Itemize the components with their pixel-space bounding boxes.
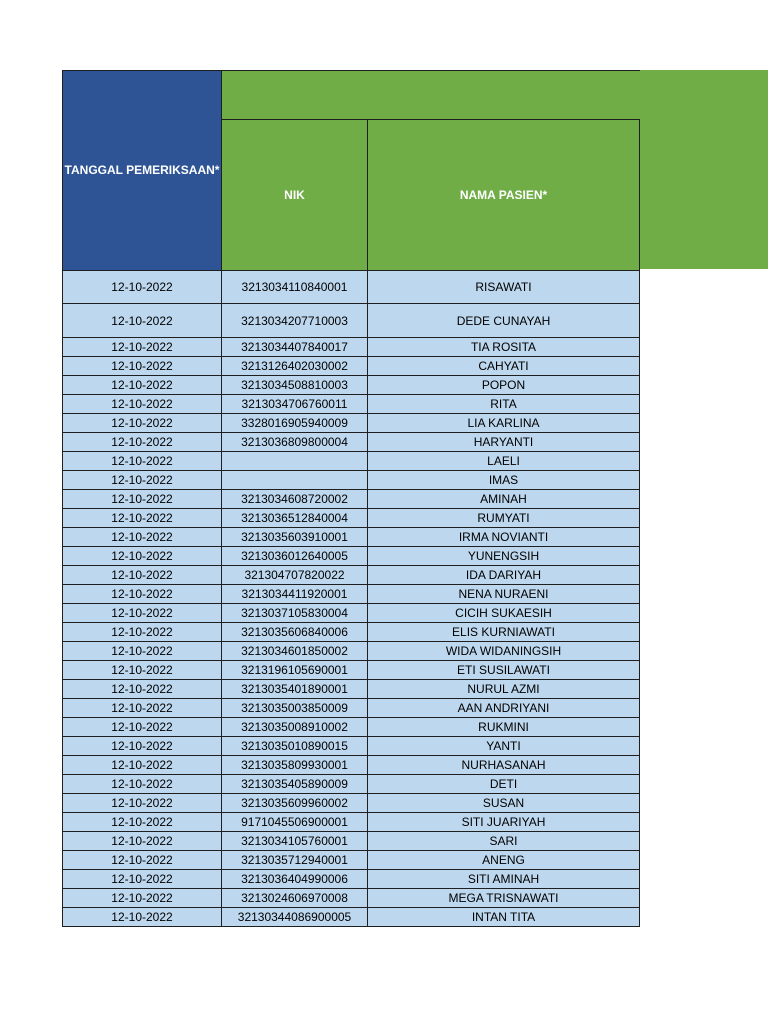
cell-date: 12-10-2022 xyxy=(63,338,222,357)
cell-name: YANTI xyxy=(368,737,640,756)
table-row xyxy=(63,699,640,718)
cell-date: 12-10-2022 xyxy=(63,304,222,338)
cell-nik: 3213034508810003 xyxy=(222,376,368,395)
cell-nik: 3213036809800004 xyxy=(222,433,368,452)
cell-name: ETI SUSILAWATI xyxy=(368,661,640,680)
table-row xyxy=(63,509,640,528)
cell-name: RUKMINI xyxy=(368,718,640,737)
table-row xyxy=(63,566,640,585)
cell-date: 12-10-2022 xyxy=(63,889,222,908)
cell-name: CAHYATI xyxy=(368,357,640,376)
cell-date: 12-10-2022 xyxy=(63,490,222,509)
table-row xyxy=(63,471,640,490)
cell-name: SITI AMINAH xyxy=(368,870,640,889)
cell-nik: 3213126402030002 xyxy=(222,357,368,376)
cell-nik: 3213035809930001 xyxy=(222,756,368,775)
cell-name: NURUL AZMI xyxy=(368,680,640,699)
table-row xyxy=(63,433,640,452)
cell-name: TIA ROSITA xyxy=(368,338,640,357)
cell-nik xyxy=(222,471,368,490)
cell-name: CICIH SUKAESIH xyxy=(368,604,640,623)
cell-date: 12-10-2022 xyxy=(63,870,222,889)
table-row xyxy=(63,376,640,395)
cell-name: ELIS KURNIAWATI xyxy=(368,623,640,642)
cell-name: IDA DARIYAH xyxy=(368,566,640,585)
cell-nik: 3213034105760001 xyxy=(222,832,368,851)
cell-date: 12-10-2022 xyxy=(63,585,222,604)
table-row xyxy=(63,547,640,566)
cell-nik: 3213035008910002 xyxy=(222,718,368,737)
cell-nik: 3213034601850002 xyxy=(222,642,368,661)
cell-date: 12-10-2022 xyxy=(63,566,222,585)
table-row xyxy=(63,604,640,623)
cell-date: 12-10-2022 xyxy=(63,414,222,433)
cell-nik: 3213035003850009 xyxy=(222,699,368,718)
cell-date: 12-10-2022 xyxy=(63,775,222,794)
table-row xyxy=(63,908,640,927)
table-header xyxy=(63,71,640,271)
cell-nik: 3213196105690001 xyxy=(222,661,368,680)
cell-nik: 3213034706760011 xyxy=(222,395,368,414)
cell-date: 12-10-2022 xyxy=(63,851,222,870)
cell-name: RITA xyxy=(368,395,640,414)
cell-date: 12-10-2022 xyxy=(63,528,222,547)
table-row xyxy=(63,357,640,376)
cell-name: AMINAH xyxy=(368,490,640,509)
cell-name: AAN ANDRIYANI xyxy=(368,699,640,718)
table-row xyxy=(63,756,640,775)
table-row xyxy=(63,661,640,680)
cell-name: IMAS xyxy=(368,471,640,490)
table-row xyxy=(63,851,640,870)
table-row xyxy=(63,775,640,794)
cell-date: 12-10-2022 xyxy=(63,661,222,680)
table-row xyxy=(63,528,640,547)
cell-date: 12-10-2022 xyxy=(63,680,222,699)
table-row xyxy=(63,271,640,304)
cell-nik: 3328016905940009 xyxy=(222,414,368,433)
table-row xyxy=(63,718,640,737)
table-row xyxy=(63,642,640,661)
table-row xyxy=(63,338,640,357)
cell-date: 12-10-2022 xyxy=(63,794,222,813)
cell-nik: 32130344086900005 xyxy=(222,908,368,927)
cell-name: MEGA TRISNAWATI xyxy=(368,889,640,908)
cell-name: NURHASANAH xyxy=(368,756,640,775)
cell-date: 12-10-2022 xyxy=(63,395,222,414)
cell-date: 12-10-2022 xyxy=(63,718,222,737)
cell-date: 12-10-2022 xyxy=(63,547,222,566)
cell-nik: 3213036512840004 xyxy=(222,509,368,528)
cell-nik: 3213034207710003 xyxy=(222,304,368,338)
cell-name: YUNENGSIH xyxy=(368,547,640,566)
table-row xyxy=(63,490,640,509)
cell-name: SARI xyxy=(368,832,640,851)
table-row xyxy=(63,870,640,889)
cell-name: SUSAN xyxy=(368,794,640,813)
cell-name: LIA KARLINA xyxy=(368,414,640,433)
cell-nik: 3213035603910001 xyxy=(222,528,368,547)
cell-nik: 3213035010890015 xyxy=(222,737,368,756)
cell-nik: 3213034608720002 xyxy=(222,490,368,509)
cell-name: INTAN TITA xyxy=(368,908,640,927)
table-row xyxy=(63,414,640,433)
table-row xyxy=(63,832,640,851)
cell-name: HARYANTI xyxy=(368,433,640,452)
cell-nik: 9171045506900001 xyxy=(222,813,368,832)
cell-name: ANENG xyxy=(368,851,640,870)
cell-nik: 3213035405890009 xyxy=(222,775,368,794)
header-nama-pasien: NAMA PASIEN* xyxy=(368,120,640,271)
table-row xyxy=(63,680,640,699)
cell-nik: 3213034110840001 xyxy=(222,271,368,304)
cell-nik: 3213035712940001 xyxy=(222,851,368,870)
cell-date: 12-10-2022 xyxy=(63,271,222,304)
table-row xyxy=(63,585,640,604)
header-tanggal-pemeriksaan: TANGGAL PEMERIKSAAN* xyxy=(63,71,222,271)
cell-date: 12-10-2022 xyxy=(63,509,222,528)
cell-name: WIDA WIDANINGSIH xyxy=(368,642,640,661)
cell-nik: 3213034411920001 xyxy=(222,585,368,604)
table-row xyxy=(63,889,640,908)
table-row xyxy=(63,623,640,642)
table-row xyxy=(63,794,640,813)
patient-table xyxy=(62,70,640,927)
cell-date: 12-10-2022 xyxy=(63,376,222,395)
cell-date: 12-10-2022 xyxy=(63,471,222,490)
cell-date: 12-10-2022 xyxy=(63,357,222,376)
cell-nik: 3213035401890001 xyxy=(222,680,368,699)
cell-name: DETI xyxy=(368,775,640,794)
cell-nik: 3213035609960002 xyxy=(222,794,368,813)
table-body xyxy=(63,271,640,927)
table-row xyxy=(63,452,640,471)
cell-nik: 3213034407840017 xyxy=(222,338,368,357)
cell-date: 12-10-2022 xyxy=(63,832,222,851)
cell-name: LAELI xyxy=(368,452,640,471)
cell-name: RISAWATI xyxy=(368,271,640,304)
cell-name: IRMA NOVIANTI xyxy=(368,528,640,547)
cell-date: 12-10-2022 xyxy=(63,452,222,471)
header-group xyxy=(222,71,640,120)
cell-date: 12-10-2022 xyxy=(63,604,222,623)
cell-nik xyxy=(222,452,368,471)
cell-name: RUMYATI xyxy=(368,509,640,528)
cell-name: NENA NURAENI xyxy=(368,585,640,604)
cell-date: 12-10-2022 xyxy=(63,623,222,642)
table-row xyxy=(63,813,640,832)
cell-date: 12-10-2022 xyxy=(63,756,222,775)
cell-nik: 3213037105830004 xyxy=(222,604,368,623)
cell-nik: 3213035606840006 xyxy=(222,623,368,642)
cell-name: SITI JUARIYAH xyxy=(368,813,640,832)
cell-date: 12-10-2022 xyxy=(63,813,222,832)
cell-nik: 321304707820022 xyxy=(222,566,368,585)
cell-name: POPON xyxy=(368,376,640,395)
cell-date: 12-10-2022 xyxy=(63,699,222,718)
cell-date: 12-10-2022 xyxy=(63,433,222,452)
cell-nik: 3213036012640005 xyxy=(222,547,368,566)
cell-date: 12-10-2022 xyxy=(63,737,222,756)
cell-nik: 3213036404990006 xyxy=(222,870,368,889)
cell-name: DEDE CUNAYAH xyxy=(368,304,640,338)
header-nik: NIK xyxy=(222,120,368,271)
table-row xyxy=(63,737,640,756)
cell-date: 12-10-2022 xyxy=(63,908,222,927)
table-row xyxy=(63,304,640,338)
table-row xyxy=(63,395,640,414)
cell-date: 12-10-2022 xyxy=(63,642,222,661)
cell-nik: 3213024606970008 xyxy=(222,889,368,908)
